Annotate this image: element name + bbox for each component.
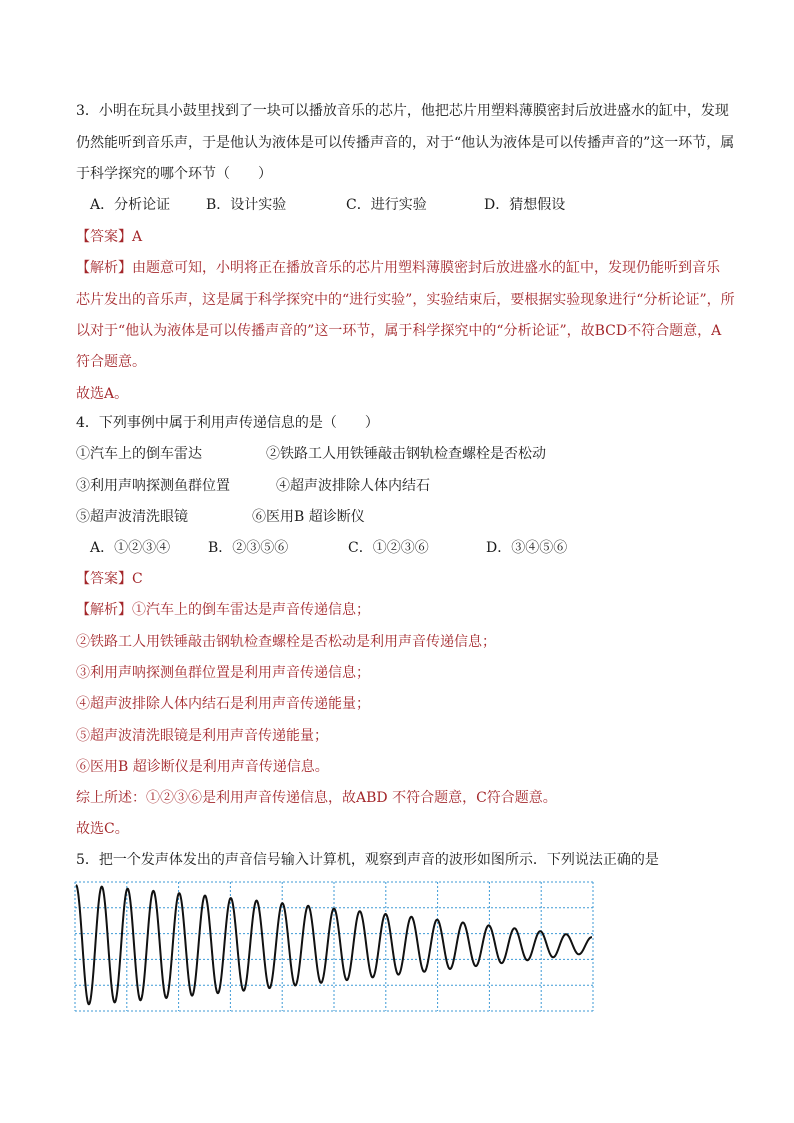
q3-option-a: A．分析论证: [90, 197, 171, 213]
q4-analysis-line5: ⑤超声波清洗眼镜是利用声音传递能量；: [76, 728, 328, 744]
q4-item-6: ⑥医用B 超诊断仪: [252, 509, 365, 525]
q4-item-4: ④超声波排除人体内结石: [276, 478, 430, 494]
q4-option-a: A．①②③④: [90, 540, 171, 556]
answer-label: 【答案】: [76, 571, 132, 587]
q4-option-d: D．③④⑤⑥: [486, 540, 568, 556]
q3-answer: [76, 227, 142, 247]
waveform-grid: [75, 882, 593, 1011]
q3-option-c: C．进行实验: [346, 197, 427, 213]
q4-analysis-line1: [76, 600, 370, 620]
q3-analysis-line4: 符合题意。: [76, 354, 146, 370]
waveform-svg: [74, 881, 594, 1012]
q3-analysis-line3: 以对于“他认为液体是可以传播声音的”这一环节，属于科学探究中的“分析论证”，故BCD不符合题意，A: [76, 323, 722, 339]
answer-label: 【答案】: [76, 229, 132, 245]
q3-stem-line1: 3．小明在玩具小鼓里找到了一块可以播放音乐的芯片，他把芯片用塑料薄膜密封后放进盛水的缸中，发现: [76, 103, 729, 119]
q5-stem: 5．把一个发声体发出的声音信号输入计算机，观察到声音的波形如图所示．下列说法正确的是: [76, 852, 659, 868]
q4-item-3: ③利用声呐探测鱼群位置: [76, 478, 230, 494]
analysis-text: ①汽车上的倒车雷达是声音传递信息；: [132, 602, 370, 618]
analysis-label: 【解析】: [76, 602, 132, 618]
q3-stem-line2: 仍然能听到音乐声，于是他认为液体是可以传播声音的，对于“他认为液体是可以传播声音的”这一环节，属: [76, 135, 735, 151]
q4-conclusion: 故选C。: [76, 821, 129, 837]
q4-items-row1: [76, 444, 546, 464]
q4-items-row3: [76, 507, 365, 527]
q4-item-2: ②铁路工人用铁锤敲击钢轨检查螺栓是否松动: [266, 446, 546, 462]
q3-options: [90, 195, 565, 215]
q4-analysis-line2: ②铁路工人用铁锤敲击钢轨检查螺栓是否松动是利用声音传递信息；: [76, 634, 496, 650]
q4-answer: [76, 569, 143, 589]
waveform-figure: [74, 881, 594, 1012]
q4-analysis-line6: ⑥医用B 超诊断仪是利用声音传递信息。: [76, 759, 329, 775]
q3-conclusion: 故选A。: [76, 386, 129, 402]
q4-items-row2: [76, 476, 430, 496]
q4-stem: 4．下列事例中属于利用声传递信息的是（ ）: [76, 415, 379, 431]
q3-option-d: D．猜想假设: [484, 197, 566, 213]
q4-option-c: C．①②③⑥: [348, 540, 429, 556]
analysis-label: 【解析】: [76, 260, 132, 276]
q4-options: [90, 538, 567, 558]
answer-value: C: [132, 571, 143, 587]
q4-analysis-line3: ③利用声呐探测鱼群位置是利用声音传递信息；: [76, 665, 370, 681]
q3-analysis-line1: [76, 258, 720, 278]
q4-item-1: ①汽车上的倒车雷达: [76, 446, 202, 462]
q4-item-5: ⑤超声波清洗眼镜: [76, 509, 188, 525]
answer-value: A: [132, 229, 143, 245]
analysis-text: 由题意可知，小明将正在播放音乐的芯片用塑料薄膜密封后放进盛水的缸中，发现仍能听到音乐: [132, 260, 720, 276]
q3-option-b: B．设计实验: [206, 197, 287, 213]
q4-summary: 综上所述：①②③⑥是利用声音传递信息，故ABD 不符合题意，C符合题意。: [76, 790, 557, 806]
q3-stem-line3: 于科学探究的哪个环节（ ）: [76, 166, 272, 182]
q4-analysis-line4: ④超声波排除人体内结石是利用声音传递能量；: [76, 696, 370, 712]
q4-option-b: B．②③⑤⑥: [208, 540, 289, 556]
q3-analysis-line2: 芯片发出的音乐声，这是属于科学探究中的“进行实验”，实验结束后，要根据实验现象进行“分析论证”，所: [76, 292, 735, 308]
